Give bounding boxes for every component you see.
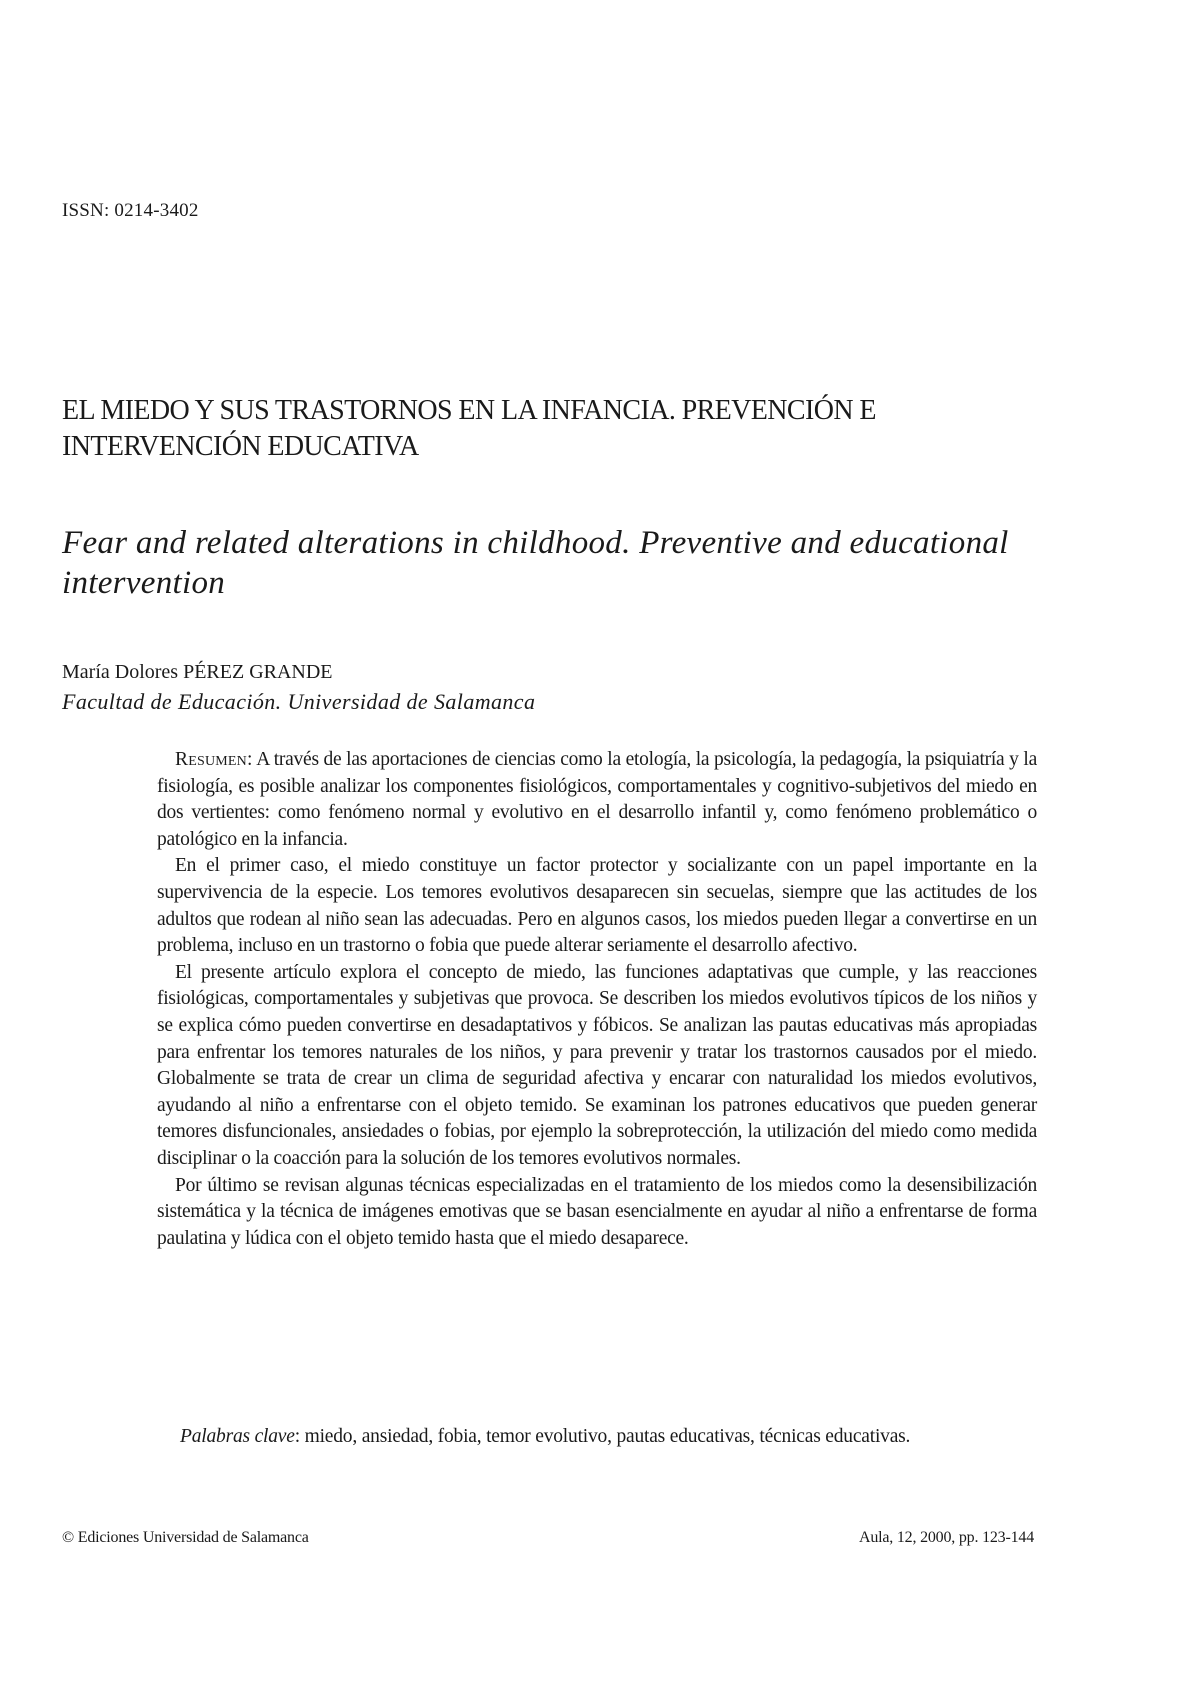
author-name: María Dolores PÉREZ GRANDE: [62, 661, 333, 683]
article-title-spanish: EL MIEDO Y SUS TRASTORNOS EN LA INFANCIA. PREVENCIÓN E INTERVENCIÓN EDUCATIVA: [62, 395, 876, 462]
abstract-paragraph: Por último se revisan algunas técnicas especializadas en el tratamiento de los miedos como la desensibilización sistemática y la técnica de imágenes emotivas que se basan esencialmente en ayudar al niño a enfrentarse de forma paulatina y lúdica con el objeto temido hasta que el miedo desaparece.: [157, 1174, 1037, 1249]
keywords-text: : miedo, ansiedad, fobia, temor evolutivo, pautas educativas, técnicas educativas.: [294, 1426, 911, 1447]
abstract-paragraph: En el primer caso, el miedo constituye un factor protector y socializante con un papel importante en la supervivencia de la especie. Los temores evolutivos desaparecen sin secuelas, siempre que las actitudes de los adultos que rodean al niño sean las adecuadas. Pero en algunos casos, los miedos pueden llegar a convertirse en un problema, incluso en un trastorno o fobia que puede alterar seriamente el desarrollo afectivo.: [157, 855, 1037, 957]
abstract-paragraph: [157, 747, 1037, 853]
keywords: [180, 1422, 1037, 1451]
author-affiliation: Facultad de Educación. Universidad de Salamanca: [62, 689, 536, 714]
abstract-paragraph-text: A través de las aportaciones de ciencias como la etología, la psicología, la pedagogía, la psiquiatría y la fisiología, es posible analizar los componentes fisiológicos, comportamentales y cognitivo-subjetivos del miedo en dos vertientes: como fenómeno normal y evolutivo en el desarrollo infantil y, como fenómeno problemático o patológico en la infancia.: [157, 749, 1037, 850]
abstract: [157, 747, 1037, 1252]
footer-publisher: © Ediciones Universidad de Salamanca: [62, 1529, 309, 1546]
keywords-label: Palabras clave: [180, 1426, 295, 1447]
abstract-label: Resumen:: [175, 749, 253, 770]
issn: ISSN: 0214-3402: [62, 200, 199, 221]
article-title-english: Fear and related alterations in childhood. Preventive and educational intervention: [62, 525, 1009, 601]
footer-citation: Aula, 12, 2000, pp. 123-144: [858, 1529, 1034, 1546]
abstract-paragraph: El presente artículo explora el concepto de miedo, las funciones adaptativas que cumple, y las reacciones fisiológicas, comportamentales y subjetivas que provoca. Se describen los miedos evolutivos típicos de los niños y se explica cómo pueden convertirse en desadaptativos y fóbicos. Se analizan las pautas educativas más apropiadas para enfrentar los temores naturales de los niños, y para prevenir y tratar los trastornos causados por el miedo. Globalmente se trata de crear un clima de seguridad afectiva y encarar con naturalidad los miedos evolutivos, ayudando al niño a enfrentarse con el objeto temido. Se examinan los patrones educativos que pueden generar temores disfuncionales, ansiedades o fobias, por ejemplo la sobreprotección, la utilización del miedo como medida disciplinar o la coacción para la solución de los temores evolutivos normales.: [157, 961, 1037, 1169]
